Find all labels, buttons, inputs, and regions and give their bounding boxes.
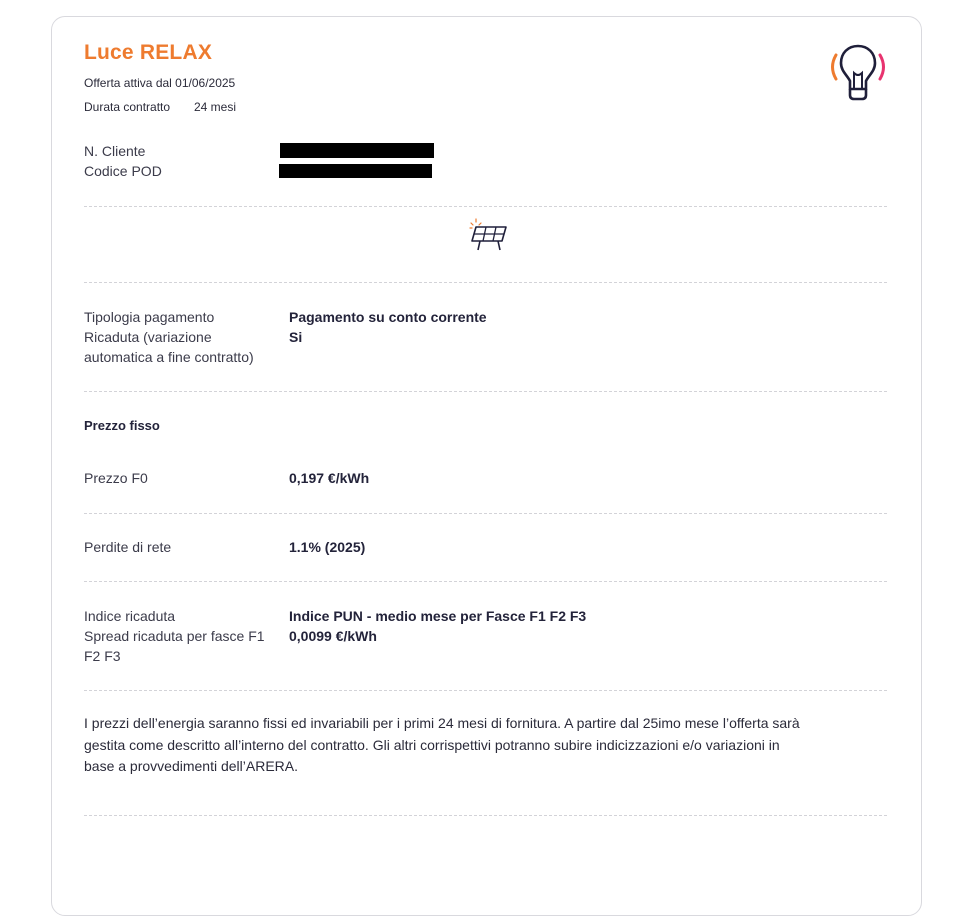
divider <box>84 513 887 514</box>
redacted-pod-code <box>279 164 432 178</box>
fallback-label-line1: Ricaduta (variazione <box>84 329 212 345</box>
offer-title: Luce RELAX <box>84 41 213 64</box>
fixed-price-heading: Prezzo fisso <box>84 418 160 433</box>
solar-panel-icon <box>468 217 508 253</box>
payment-type-value: Pagamento su conto corrente <box>289 309 487 325</box>
spread-value: 0,0099 €/kWh <box>289 628 377 644</box>
pricing-note-line3: base a provvedimenti dell’ARERA. <box>84 758 298 774</box>
divider <box>84 815 887 816</box>
contract-duration-value: 24 mesi <box>194 100 237 114</box>
spread-label-line2: F2 F3 <box>84 648 121 664</box>
divider <box>84 391 887 392</box>
offer-card <box>51 16 922 916</box>
fallback-value: Si <box>289 329 303 345</box>
divider <box>84 690 887 691</box>
spread-label-line1: Spread ricaduta per fasce F1 <box>84 628 265 644</box>
divider <box>84 581 887 582</box>
price-f0-value: 0,197 €/kWh <box>289 470 370 486</box>
redacted-client-number <box>280 143 434 158</box>
fallback-label-line2: automatica a fine contratto) <box>84 349 254 365</box>
network-losses-label: Perdite di rete <box>84 539 172 555</box>
client-number-label: N. Cliente <box>84 143 146 159</box>
lightbulb-icon <box>826 43 890 107</box>
pod-code-label: Codice POD <box>84 163 162 179</box>
fallback-index-label: Indice ricaduta <box>84 608 176 624</box>
fallback-index-value: Indice PUN - medio mese per Fasce F1 F2 F3 <box>289 608 587 624</box>
divider <box>84 282 887 283</box>
network-losses-value: 1.1% (2025) <box>289 539 366 555</box>
offer-active-since: Offerta attiva dal 01/06/2025 <box>84 76 236 90</box>
price-f0-label: Prezzo F0 <box>84 470 148 486</box>
pricing-note-line1: I prezzi dell’energia saranno fissi ed invariabili per i primi 24 mesi di fornitura. A partire dal 25imo mese l’offerta sarà <box>84 715 800 731</box>
payment-type-label: Tipologia pagamento <box>84 309 215 325</box>
divider <box>84 206 887 207</box>
pricing-note-line2: gestita come descritto all’interno del contratto. Gli altri corrispettivi potranno subire indicizzazioni e/o variazioni in <box>84 737 780 753</box>
contract-duration-label: Durata contratto <box>84 100 171 114</box>
